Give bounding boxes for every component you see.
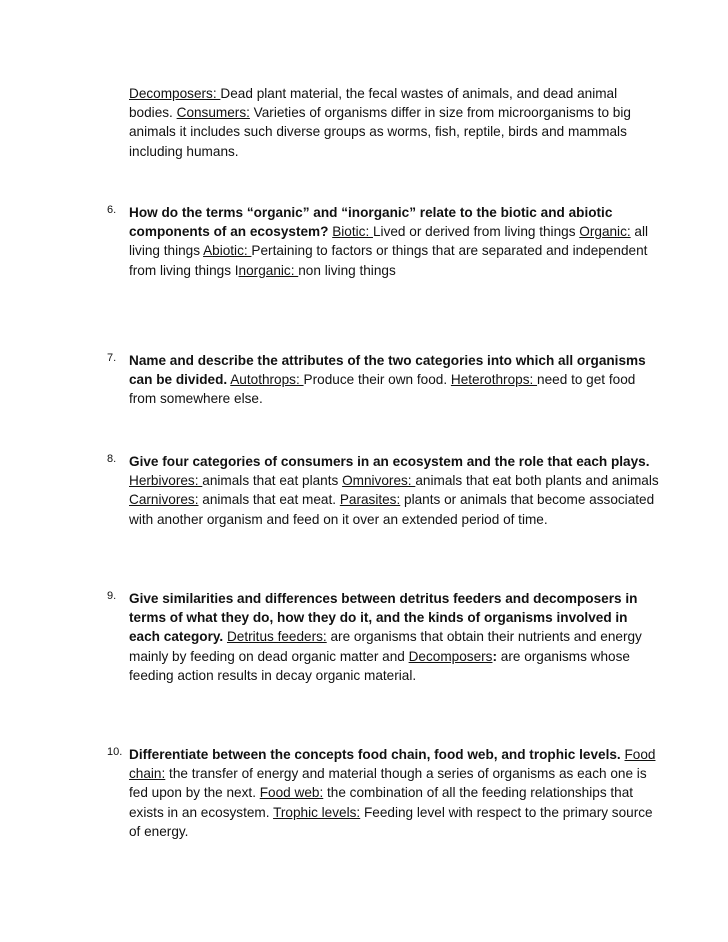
term-inorganic: norganic:	[238, 262, 299, 278]
term-biotic: Biotic:	[332, 224, 373, 240]
question-text: Name and describe the attributes of the two categories into which all organisms can be divided.	[129, 353, 646, 388]
question-body	[129, 745, 659, 841]
term-detritus-feeders: Detritus feeders:	[226, 629, 327, 645]
question-text: Give four categories of consumers in an ecosystem and the role that each plays.	[129, 454, 650, 469]
question-item-8	[107, 452, 667, 529]
definition-text: need to get food from somewhere else.	[129, 372, 636, 407]
term-omnivores: Omnivores:	[342, 473, 416, 489]
intro-paragraph	[129, 84, 659, 161]
term-carnivores: Carnivores:	[129, 492, 199, 508]
term-food-web: Food web:	[259, 785, 324, 801]
term-heterothrops: Heterothrops:	[450, 372, 538, 388]
definition-text: all living things	[129, 224, 649, 259]
question-body	[129, 589, 659, 685]
question-text: How do the terms “organic” and “inorganic” relate to the biotic and abiotic components of an ecosystem?	[129, 205, 613, 240]
term-food-chain: Food chain:	[129, 747, 656, 782]
definition-text: Pertaining to factors or things that are separated and independent from living things I	[129, 243, 648, 278]
definition-text: animals that eat meat.	[198, 492, 340, 508]
term-herbivores: Herbivores:	[129, 473, 203, 489]
term-autothrops: Autothrops:	[230, 372, 304, 388]
definition-text: are organisms whose feeding action results in decay organic material.	[129, 648, 630, 683]
question-item-9	[107, 589, 667, 685]
term-decomposers: Decomposers	[408, 648, 493, 664]
term-parasites: Parasites:	[339, 492, 401, 508]
question-number: 7.	[107, 352, 117, 364]
term-consumers: Consumers:	[176, 105, 250, 121]
definition-text: are organisms that obtain their nutrients and energy mainly by feeding on dead organic matter and	[129, 629, 642, 664]
question-body	[129, 351, 659, 409]
term-abiotic: Abiotic:	[203, 243, 252, 259]
definition-text: the transfer of energy and material though a series of organisms as each one is fed upon by the next.	[129, 766, 647, 801]
question-number: 6.	[107, 204, 117, 216]
question-item-10	[107, 745, 667, 841]
definition-text: animals that eat both plants and animals	[415, 473, 659, 489]
question-text: Give similarities and differences between detritus feeders and decomposers in terms of what they do, how they do it, and the kinds of organisms involved in each category.	[129, 591, 638, 645]
definition-text: non living things	[298, 262, 396, 278]
question-body	[129, 203, 659, 280]
definition-text: plants or animals that become associated with another organism and feed on it over an extended period of time.	[129, 492, 655, 527]
definition-text: the combination of all the feeding relationships that exists in an ecosystem.	[129, 785, 634, 820]
question-body	[129, 452, 659, 529]
term-decomposers: Decomposers:	[129, 86, 221, 101]
question-number: 10.	[107, 746, 123, 758]
definition-text: animals that eat plants	[202, 473, 343, 489]
definition-text: Feeding level with respect to the primary source of energy.	[129, 804, 653, 839]
term-trophic-levels: Trophic levels:	[273, 804, 361, 820]
colon-bold: :	[492, 648, 497, 664]
definition-text: Lived or derived from living things	[373, 224, 576, 240]
definition-text: Dead plant material, the fecal wastes of animals, and dead animal bodies.	[129, 86, 618, 121]
question-number: 9.	[107, 590, 117, 602]
question-text: Differentiate between the concepts food chain, food web, and trophic levels.	[129, 747, 621, 762]
question-number: 8.	[107, 453, 117, 465]
definition-text: Produce their own food.	[303, 372, 451, 388]
definition-text: Varieties of organisms differ in size from microorganisms to big animals it includes such diverse groups as worms, fish, reptile, birds and mammals including humans.	[129, 105, 631, 159]
term-organic: Organic:	[579, 224, 631, 240]
question-item-7	[107, 351, 667, 409]
question-item-6	[107, 203, 667, 280]
